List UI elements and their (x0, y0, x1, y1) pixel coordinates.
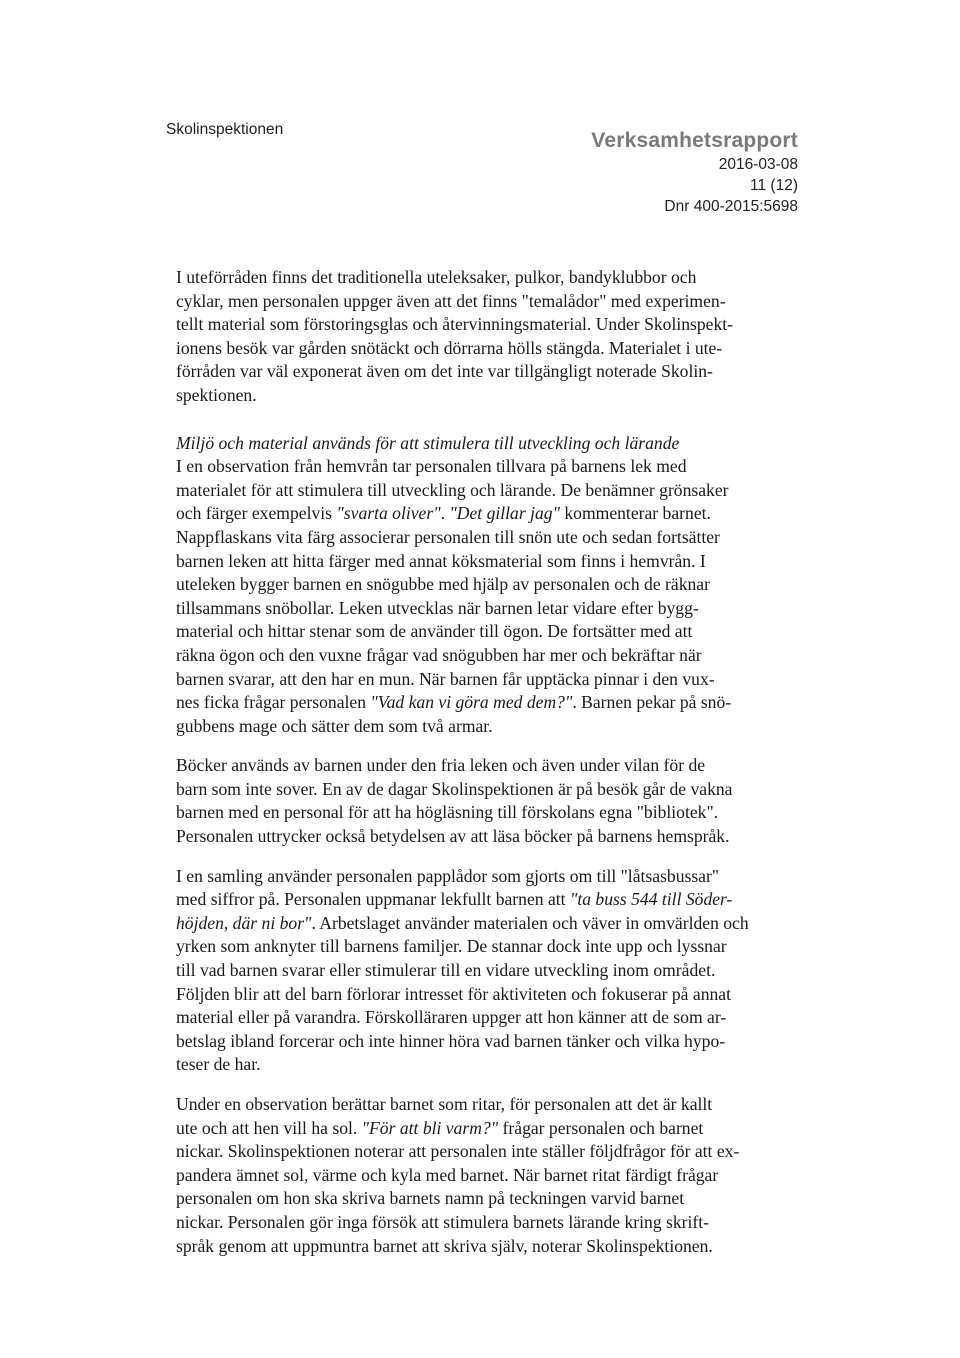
text-run: med siffror på. Personalen uppmanar lekfullt barnen att (176, 889, 570, 910)
section-subheading: Miljö och material används för att stimulera till utveckling och lärande (176, 432, 680, 453)
text-line: barnen svarar, att den har en mun. När barnen får upptäcka pinnar i den vux- (176, 668, 715, 689)
paragraph-drawing-observation (176, 1093, 806, 1258)
text-run: . Barnen pekar på snö- (572, 692, 732, 713)
text-line: till vad barnen svarar eller stimulerar till en vidare utveckling inom området. (176, 960, 716, 981)
org-name: Skolinspektionen (166, 121, 284, 138)
text-line: pandera ämnet sol, värme och kyla med barnet. När barnet ritat färdigt frågar (176, 1164, 719, 1185)
text-line (176, 691, 806, 715)
quote: "svarta oliver" (336, 503, 441, 524)
text-line: räkna ögon och den vuxne frågar vad snögubben har mer och bekräftar när (176, 644, 702, 665)
text-line: material och hittar stenar som de använder till ögon. De fortsätter med att (176, 621, 693, 642)
text-line: nickar. Personalen gör inga försök att stimulera barnets lärande kring skrift- (176, 1211, 710, 1232)
text-line: barnen med en personal för att ha högläsning till förskolans egna "bibliotek". (176, 802, 719, 823)
text-line (176, 1117, 806, 1141)
text-line: Nappflaskans vita färg associerar personalen till snön ute och sedan fortsätter (176, 526, 720, 547)
text-line: uteleken bygger barnen en snögubbe med hjälp av personalen och de räknar (176, 574, 710, 595)
report-title: Verksamhetsrapport (591, 129, 798, 152)
report-date: 2016-03-08 (718, 156, 798, 173)
text-line: ionens besök var gården snötäckt och dörrarna hölls stängda. Materialet i ute- (176, 337, 723, 358)
registration-number: Dnr 400-2015:5698 (664, 198, 798, 215)
text-line: tillsammans snöbollar. Leken utvecklas när barnen letar vidare efter bygg- (176, 597, 699, 618)
text-line: Följden blir att del barn förlorar intresset för aktiviteten och fokuserar på annat (176, 983, 731, 1004)
quote: "Vad kan vi göra med dem?" (370, 692, 573, 713)
text-run: kommenterar barnet. (559, 503, 711, 524)
paragraph-environment-material (176, 432, 806, 739)
quote: "För att bli varm?" (361, 1117, 499, 1138)
text-line: förråden var väl exponerat även om det inte var tillgängligt noterade Skolin- (176, 361, 713, 382)
text-line: cyklar, men personalen uppger även att det finns "temalådor" med experimen- (176, 290, 726, 311)
text-line (176, 888, 806, 912)
text-run: ute och att hen vill ha sol. (176, 1117, 362, 1138)
quote: "Det gillar jag" (449, 503, 560, 524)
text-line (176, 912, 806, 936)
text-line: I uteförråden finns det traditionella uteleksaker, pulkor, bandyklubbor och (176, 267, 697, 287)
text-line: I en observation från hemvrån tar personalen tillvara på barnens lek med (176, 456, 687, 477)
text-run: frågar personalen och barnet (498, 1117, 704, 1138)
text-line: tellt material som förstoringsglas och återvinningsmaterial. Under Skolinspekt- (176, 314, 734, 335)
text-line: Personalen uttrycker också betydelsen av att läsa böcker på barnens hemspråk. (176, 826, 730, 847)
quote: "ta buss 544 till Söder- (569, 889, 733, 910)
text-line: Under en observation berättar barnet som ritar, för personalen att det är kallt (176, 1094, 713, 1114)
text-line: material eller på varandra. Förskolläraren uppger att hon känner att de som ar- (176, 1007, 727, 1028)
text-line: språk genom att uppmuntra barnet att skriva själv, noterar Skolinspektionen. (176, 1235, 713, 1256)
text-line: I en samling använder personalen papplådor som gjorts om till "låtsasbussar" (176, 865, 720, 886)
paragraph-books (176, 754, 806, 848)
text-line: spektionen. (176, 384, 257, 405)
text-line (176, 502, 806, 526)
text-line: nickar. Skolinspektionen noterar att personalen inte ställer följdfrågor för att ex- (176, 1141, 740, 1162)
text-run: och färger exempelvis (176, 503, 337, 524)
text-run: . (440, 503, 450, 524)
text-line: betslag ibland forcerar och inte hinner höra vad barnen tänker och vilka hypo- (176, 1030, 726, 1051)
text-line: yrken som anknyter till barnens familjer. De stannar dock inte upp och lyssnar (176, 936, 727, 957)
quote: höjden, där ni bor" (176, 912, 312, 933)
document-header (591, 128, 798, 217)
text-run: . Arbetslaget använder materialen och väver in omvärlden och (311, 912, 749, 933)
paragraph-outdoor-storage (176, 266, 806, 408)
paragraph-pretend-buses (176, 865, 806, 1077)
text-line: gubbens mage och sätter dem som två armar. (176, 715, 493, 736)
text-line: barnen leken att hitta färger med annat köksmaterial som finns i hemvrån. I (176, 550, 706, 571)
page-number: 11 (12) (750, 177, 798, 194)
text-line: personalen om hon ska skriva barnets namn på teckningen varvid barnet (176, 1188, 685, 1209)
report-body (176, 266, 806, 1258)
text-line: barn som inte sover. En av de dagar Skolinspektionen är på besök går de vakna (176, 778, 733, 799)
text-line: teser de har. (176, 1054, 261, 1075)
text-line: Böcker används av barnen under den fria leken och även under vilan för de (176, 755, 706, 776)
text-line: materialet för att stimulera till utveckling och lärande. De benämner grönsaker (176, 479, 729, 500)
text-run: nes ficka frågar personalen (176, 692, 371, 713)
